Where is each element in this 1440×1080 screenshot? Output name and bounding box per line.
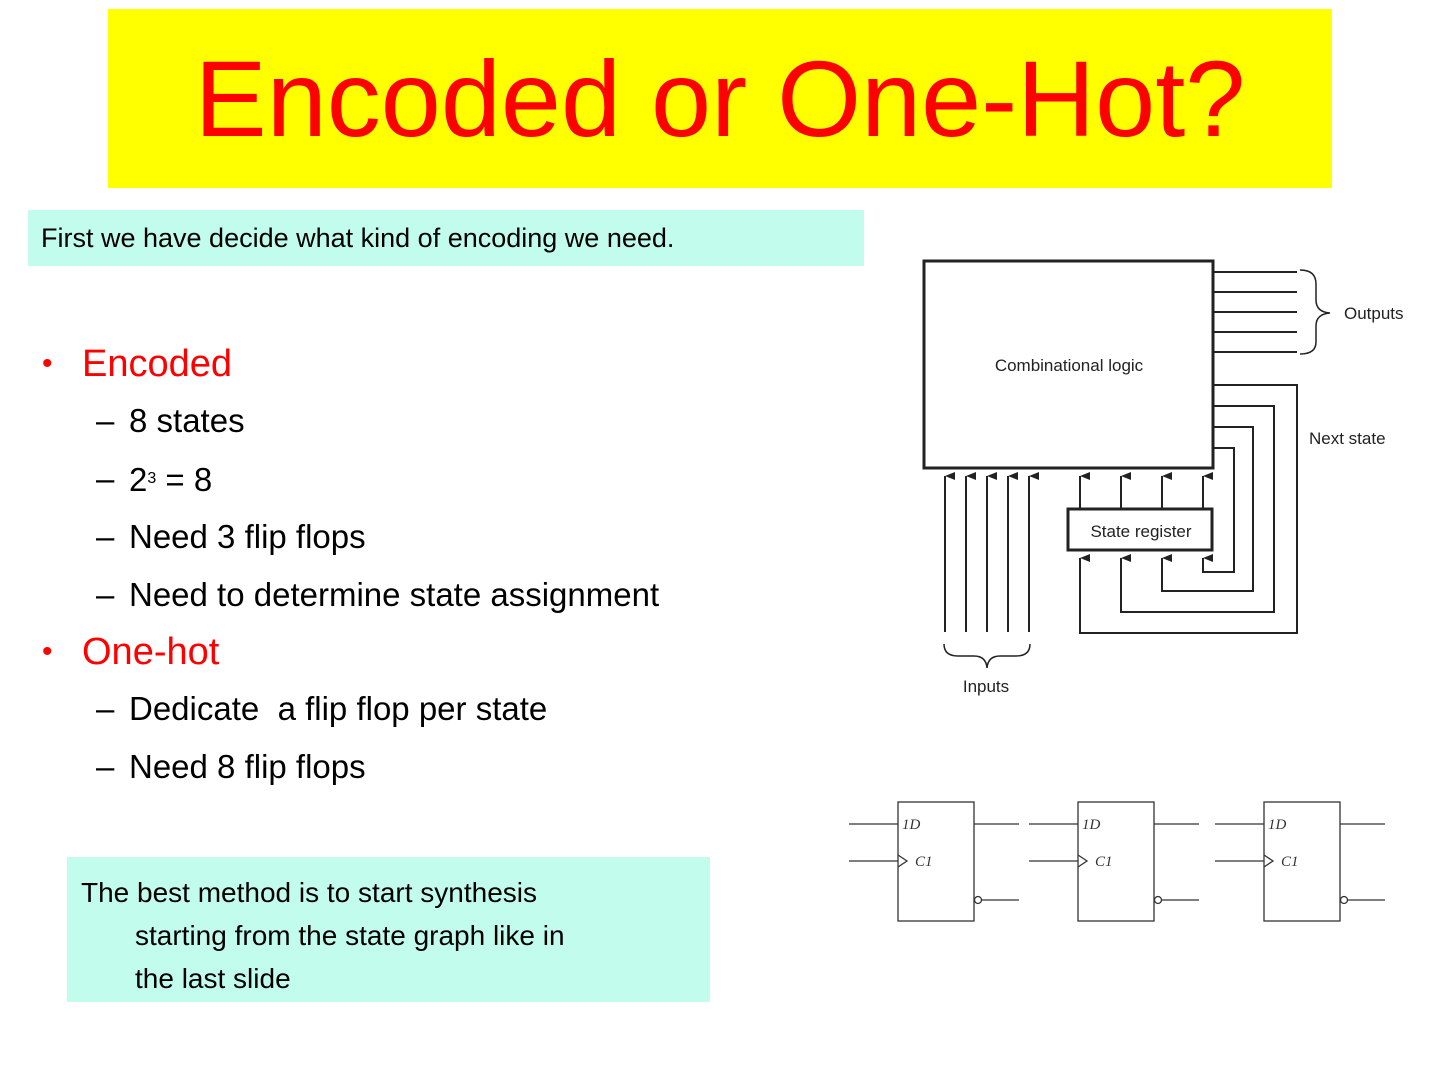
state-machine-diagram	[900, 245, 1420, 705]
bullet-one-hot	[40, 624, 840, 680]
dash-icon: –	[96, 460, 115, 497]
dash-icon: –	[96, 518, 115, 555]
bullet-label: One-hot	[82, 631, 220, 673]
sub-bullet-text: Dedicate a flip flop per state	[129, 690, 548, 727]
sub-bullet-power	[40, 450, 840, 508]
bullet-dot-icon: •	[42, 347, 53, 380]
bullet-label: Encoded	[82, 343, 233, 385]
title-banner	[108, 9, 1332, 188]
flip-flop-1	[849, 802, 1019, 921]
bottom-note-line: The best method is to start synthesis	[81, 877, 537, 908]
next-state-label: Next state	[1309, 429, 1386, 448]
dash-icon: –	[96, 402, 115, 439]
dash-icon: –	[96, 576, 115, 613]
sub-bullet-text: Need to determine state assignment	[129, 576, 660, 613]
bottom-note-line: starting from the state graph like in	[135, 920, 565, 951]
state-register-label: State register	[1090, 522, 1192, 541]
slide-title: Encoded or One-Hot?	[194, 37, 1246, 159]
bottom-note	[67, 857, 710, 1002]
sub-bullet	[40, 680, 840, 738]
dash-icon: –	[96, 690, 115, 727]
sub-bullet-text: Need 8 flip flops	[129, 748, 366, 785]
power-base: 2	[129, 461, 148, 498]
power-exponent: 3	[147, 470, 157, 487]
dash-icon: –	[96, 748, 115, 785]
sub-bullet	[40, 392, 840, 450]
top-note: First we have decide what kind of encoding we need.	[28, 210, 864, 266]
flip-flop-2	[1029, 802, 1199, 921]
ff1-c-label: C1	[915, 854, 933, 870]
combinational-logic-label: Combinational logic	[994, 356, 1144, 375]
bullet-dot-icon: •	[42, 635, 53, 668]
power-result: = 8	[156, 461, 213, 498]
flip-flop-3	[1215, 802, 1385, 921]
flip-flops-diagram	[845, 795, 1390, 930]
ff1-d-label: 1D	[902, 817, 921, 833]
sub-bullet-text: Need 3 flip flops	[129, 518, 366, 555]
inputs-label: Inputs	[962, 677, 1010, 696]
ff2-c-label: C1	[1095, 854, 1113, 870]
ff3-c-label: C1	[1281, 854, 1299, 870]
ff3-d-label: 1D	[1268, 817, 1287, 833]
sub-bullet	[40, 738, 840, 796]
ff2-d-label: 1D	[1082, 817, 1101, 833]
outputs-label: Outputs	[1344, 304, 1404, 323]
bullet-encoded	[40, 336, 840, 392]
bullet-list	[40, 336, 840, 796]
bottom-note-line: the last slide	[135, 963, 291, 994]
sub-bullet	[40, 508, 840, 566]
sub-bullet	[40, 566, 840, 624]
sub-bullet-text: 8 states	[129, 402, 245, 439]
